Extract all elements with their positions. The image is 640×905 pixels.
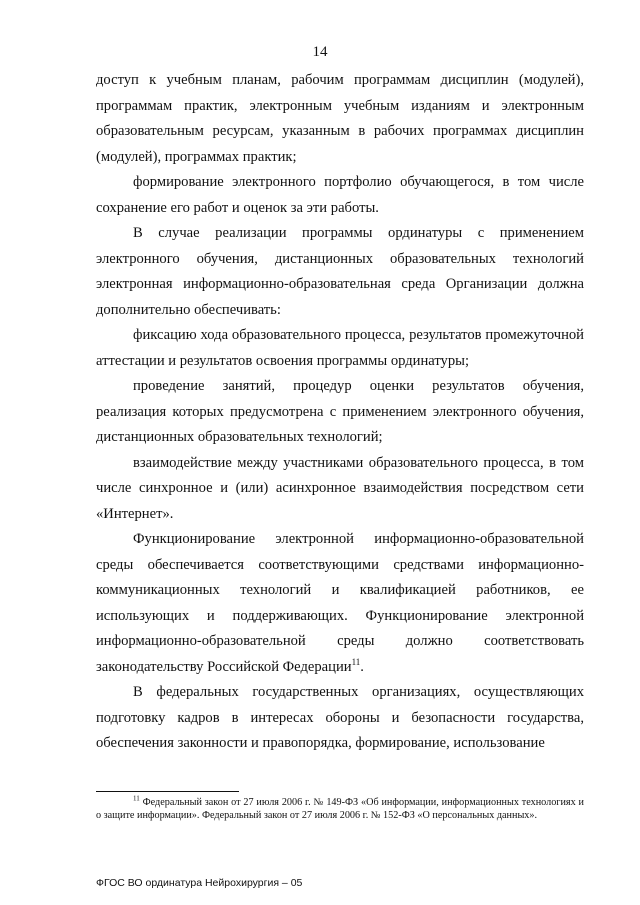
paragraph-3: В случае реализации программы ординатуры с применением электронного обучения, дистанционных образовательных технологий электронная информационно-образовательная среда Организации должна дополнительно обеспечивать:	[96, 225, 584, 318]
paragraph-8: В федеральных государственных организациях, осуществляющих подготовку кадров в интересах обороны и безопасности государства, обеспечения законности и правопорядка, формирование, использование	[96, 684, 584, 751]
page-number: 14	[312, 44, 328, 60]
paragraph-6: взаимодействие между участниками образовательного процесса, в том числе синхронное и (или) асинхронное взаимодействия посредством сети «Интернет».	[96, 454, 584, 522]
footnote-reference: 11	[351, 656, 361, 667]
footnote-divider	[96, 791, 239, 792]
footnote-marker: 11	[133, 794, 140, 803]
page-footer: ФГОС ВО ординатура Нейрохирургия – 05	[96, 877, 303, 889]
footnote-text: Федеральный закон от 27 июля 2006 г. № 149-ФЗ «Об информации, информационных технологиях и о защите информации». Федеральный закон от 27 июля 2006 г. № 152-ФЗ «О персональных данных».	[96, 797, 584, 821]
body-text	[96, 68, 584, 757]
paragraph-7	[96, 527, 584, 680]
paragraph-2: формирование электронного портфолио обучающегося, в том числе сохранение его работ и оценок за эти работы.	[96, 174, 584, 216]
paragraph-7-text: Функционирование электронной информационно-образовательной среды обеспечивается соответствующими средствами информационно-коммуникационных технологий и квалификацией работников, ее использующих и поддерживающих. Функционирование электронной информационно-образовательной среды должно соответствовать законодательству Российской Федерации	[96, 531, 584, 675]
paragraph-7-end: .	[360, 658, 364, 675]
paragraph-4: фиксацию хода образовательного процесса, результатов промежуточной аттестации и результатов освоения программы ординатуры;	[96, 327, 584, 369]
footnote	[96, 794, 584, 822]
paragraph-1: доступ к учебным планам, рабочим программам дисциплин (модулей), программам практик, электронным учебным изданиям и электронным образовательным ресурсам, указанным в рабочих программах дисциплин (модулей), программах практик;	[96, 72, 584, 165]
paragraph-5: проведение занятий, процедур оценки результатов обучения, реализация которых предусмотрена с применением электронного обучения, дистанционных образовательных технологий;	[96, 378, 584, 445]
